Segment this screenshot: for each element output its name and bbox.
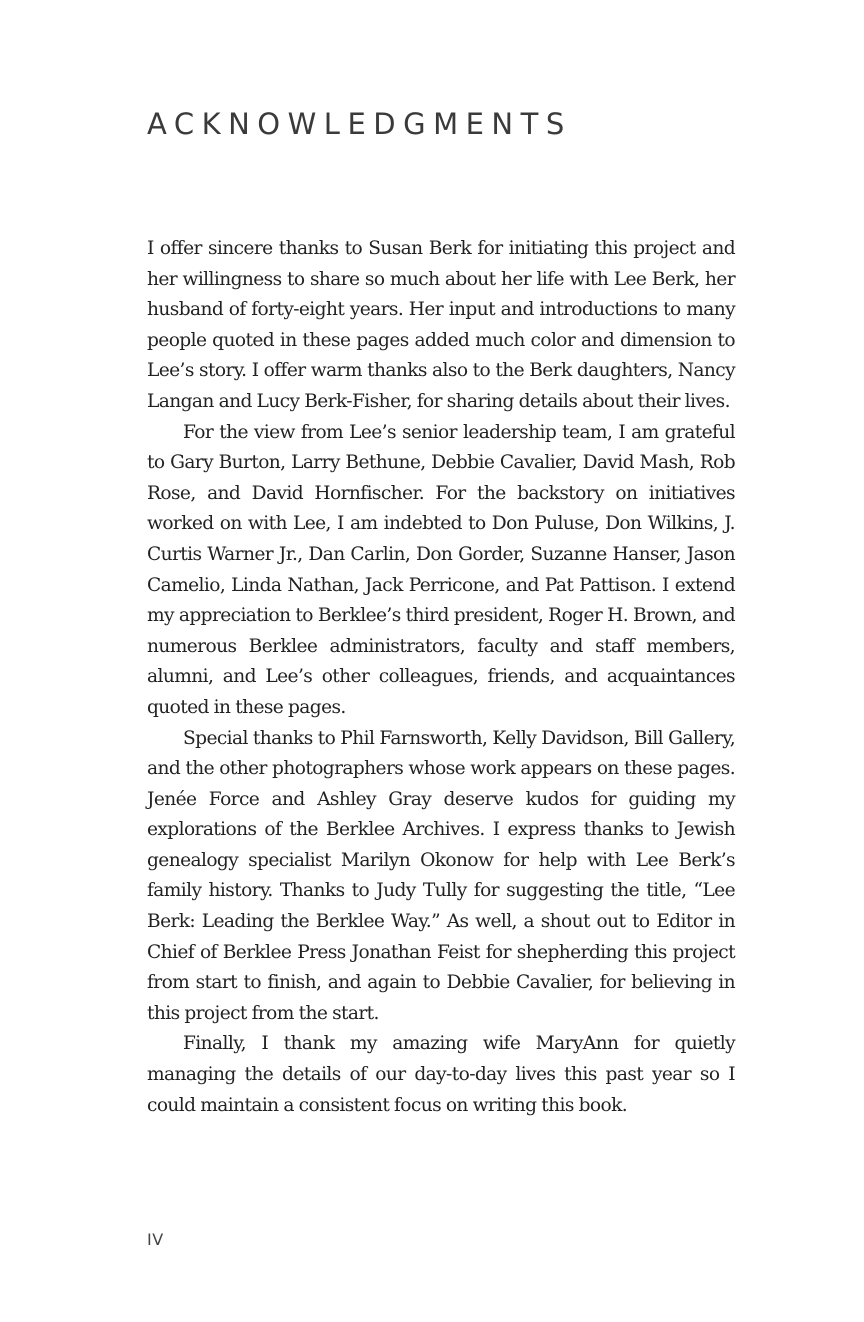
paragraph-2: For the view from Lee’s senior leadership team, I am grateful to Gary Burton, Larry Bethune, Debbie Cavalier, David Mash, Rob Rose, and David Hornfischer. For the backstory on initiatives worked on with Lee, I am indebted to Don Puluse, Don Wilkins, J. Curtis Warner Jr., Dan Carlin, Don Gorder, Suzanne Hanser, Jason Camelio, Linda Nathan, Jack Perricone, and Pat Pattison. I extend my appreciation to Berklee’s third president, Roger H. Brown, and numerous Berklee administrators, faculty and staff members, alumni, and Lee’s other colleagues, friends, and acquaintances quoted in these pages. [147, 421, 735, 718]
chapter-heading: ACKNOWLEDGMENTS [147, 107, 572, 141]
page-number: IV [147, 1230, 164, 1249]
body-text [147, 234, 735, 1121]
paragraph-4: Finally, I thank my amazing wife MaryAnn for quietly managing the details of our day-to-day lives this past year so I could maintain a consistent focus on writing this book. [147, 1033, 735, 1116]
paragraph-1: I offer sincere thanks to Susan Berk for initiating this project and her willingness to share so much about her life with Lee Berk, her husband of forty-eight years. Her input and introductions to many people quoted in these pages added much color and dimension to Lee’s story. I offer warm thanks also to the Berk daughters, Nancy Langan and Lucy Berk-Fisher, for sharing details about their lives. [147, 238, 735, 412]
paragraph-3: Special thanks to Phil Farnsworth, Kelly Davidson, Bill Gallery, and the other photographers whose work appears on these pages. Jenée Force and Ashley Gray deserve kudos for guiding my explorations of the Berklee Archives. I express thanks to Jewish genealogy specialist Marilyn Okonow for help with Lee Berk’s family history. Thanks to Judy Tully for suggesting the title, “Lee Berk: Leading the Berklee Way.” As well, a shout out to Editor in Chief of Berklee Press Jonathan Feist for shepherding this project from start to finish, and again to Debbie Cavalier, for believing in this project from the start. [147, 727, 735, 1024]
